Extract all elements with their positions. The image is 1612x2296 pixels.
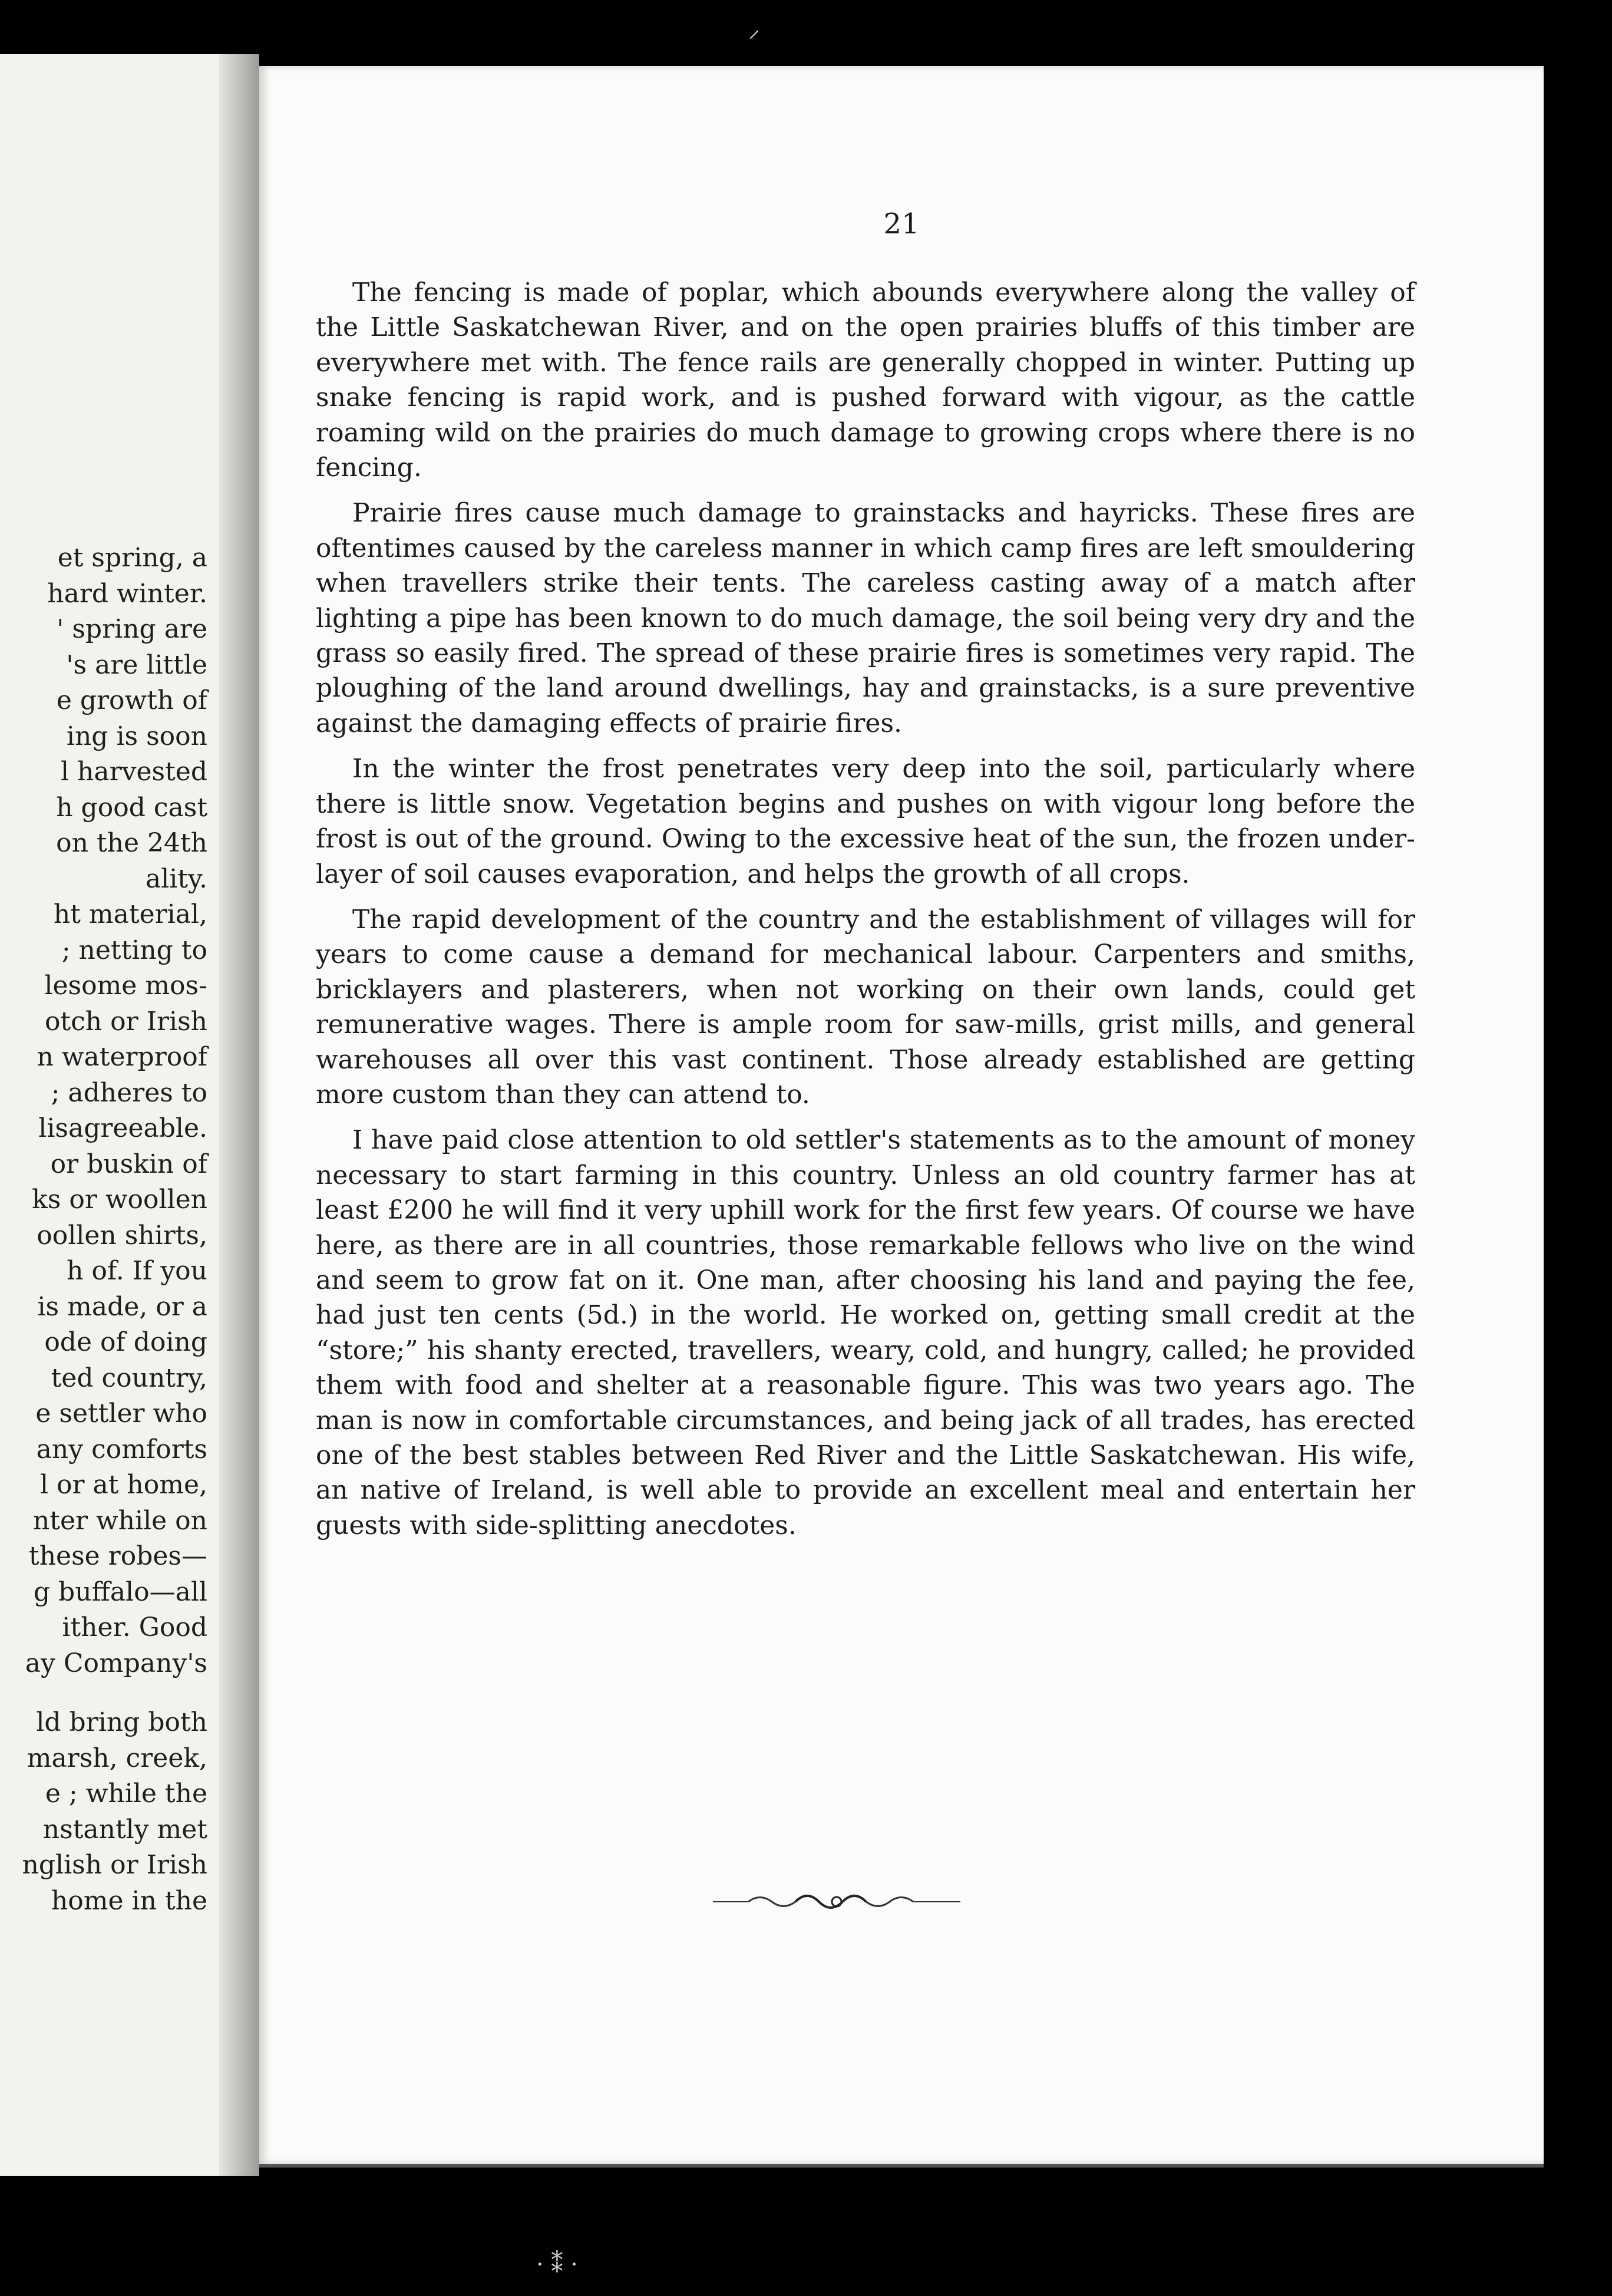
facing-line: home in the	[51, 1885, 207, 1916]
facing-line: is made, or a	[37, 1291, 207, 1322]
facing-line: ality.	[145, 863, 207, 894]
facing-page-text	[22, 540, 207, 1919]
facing-paragraph-gap	[22, 1681, 207, 1705]
facing-line: nstantly met	[42, 1814, 207, 1845]
facing-line: lisagreeable.	[38, 1113, 207, 1143]
facing-line: g buffalo—all	[33, 1576, 207, 1607]
facing-line: ks or woollen	[32, 1185, 207, 1215]
facing-line: l harvested	[60, 757, 207, 787]
page-body	[316, 275, 1415, 1553]
facing-line: oollen shirts,	[37, 1220, 207, 1251]
facing-line: e settler who	[35, 1398, 207, 1429]
paragraph-development: The rapid development of the country and the establishment of villages will for years to come cause a demand for mechanical labour. Carpenters and smiths, bricklayers and plasterers, when not working on their own lands, could get remunerative wages. There is ample room for saw-mills, grist mills, and general warehouses all over this vast continent. Those already established are getting more custom than they can attend to.	[316, 904, 1415, 1110]
facing-line: hard winter.	[47, 578, 207, 609]
facing-line: 's are little	[66, 649, 207, 680]
facing-line: l or at home,	[39, 1470, 207, 1500]
decorative-rule-ornament	[713, 1887, 960, 1916]
book-gutter	[219, 54, 259, 2176]
facing-line: these robes—	[29, 1541, 207, 1571]
scan-bottom-mark: · ⁑ ·	[536, 2251, 578, 2278]
facing-line: ; adheres to	[51, 1077, 207, 1108]
facing-line: et spring, a	[57, 543, 207, 573]
facing-line: otch or Irish	[44, 1006, 207, 1037]
page-number: 21	[883, 207, 920, 240]
facing-line: any comforts	[36, 1434, 207, 1464]
facing-line: h good cast	[56, 792, 207, 823]
facing-line: nter while on	[32, 1505, 207, 1536]
facing-line: h of. If you	[67, 1256, 207, 1286]
facing-line: ' spring are	[57, 614, 207, 644]
facing-line: on the 24th	[56, 828, 207, 858]
facing-line: e growth of	[56, 685, 207, 715]
facing-line: ay Company's	[25, 1648, 207, 1678]
facing-line: ted country,	[51, 1363, 207, 1393]
facing-line: nglish or Irish	[22, 1850, 207, 1880]
paragraph-settler-money: I have paid close attention to old settler's statements as to the amount of money necessary to start farming in this country. Unless an old country farmer has at least £200 he will find it very uphill work for the first few years. Of course we have here, as there are in all countries, those remarkable fellows who live on the wind and seem to grow fat on it. One man, after choosing his land and paying the fee, had just ten cents (5d.) in the world. He worked on, getting small credit at the “store;” his shanty erected, travellers, weary, cold, and hungry, called; he provided them with food and shelter at a reasonable figure. This was two years ago. The man is now in comfortable circumstances, and being jack of all trades, has erected one of the best stables between Red River and the Little Saskatchewan. His wife, an native of Ireland, is well able to provide an excellent meal and entertain her guests with side-splitting anecdotes.	[316, 1125, 1415, 1540]
paragraph-prairie-fires: Prairie fires cause much damage to grainstacks and hayricks. These fires are oftentimes caused by the careless manner in which camp fires are left smouldering when travellers strike their tents. The careless casting away of a match after lighting a pipe has been known to do much damage, the soil being very dry and the grass so easily fired. The spread of these prairie fires is sometimes very rapid. The ploughing of the land around dwellings, hay and grainstacks, is a sure preventive against the damaging effects of prairie fires.	[316, 498, 1415, 738]
facing-line: e ; while the	[45, 1779, 207, 1809]
facing-line: n waterproof	[37, 1042, 207, 1072]
facing-line: lesome mos-	[44, 971, 207, 1001]
facing-line: ode of doing	[44, 1327, 207, 1357]
page-bottom-edge	[259, 2164, 1544, 2168]
facing-line: ing is soon	[66, 721, 207, 751]
paragraph-fencing: The fencing is made of poplar, which abounds everywhere along the valley of the Little Saskatchewan River, and on the open prairies bluffs of this timber are everywhere met with. The fence rails are generally chopped in winter. Putting up snake fencing is rapid work, and is pushed forward with vigour, as the cattle roaming wild on the prairies do much damage to growing crops where there is no fencing.	[316, 278, 1415, 483]
facing-line: ; netting to	[61, 935, 207, 965]
facing-line: or buskin of	[50, 1149, 207, 1179]
book-page	[259, 66, 1544, 2164]
facing-line: ht material,	[53, 899, 207, 929]
facing-line: ld bring both	[36, 1707, 207, 1737]
facing-line: marsh, creek,	[27, 1743, 207, 1773]
facing-line: ither. Good	[62, 1612, 207, 1642]
paragraph-winter-frost: In the winter the frost penetrates very deep into the soil, particularly where there is little snow. Vegetation begins and pushes on with vigour long before the frost is out of the ground. Owing to the excessive heat of the sun, the frozen under-layer of soil causes evaporation, and helps the growth of all crops.	[316, 754, 1415, 889]
scan-mark: ⸝	[748, 16, 760, 43]
